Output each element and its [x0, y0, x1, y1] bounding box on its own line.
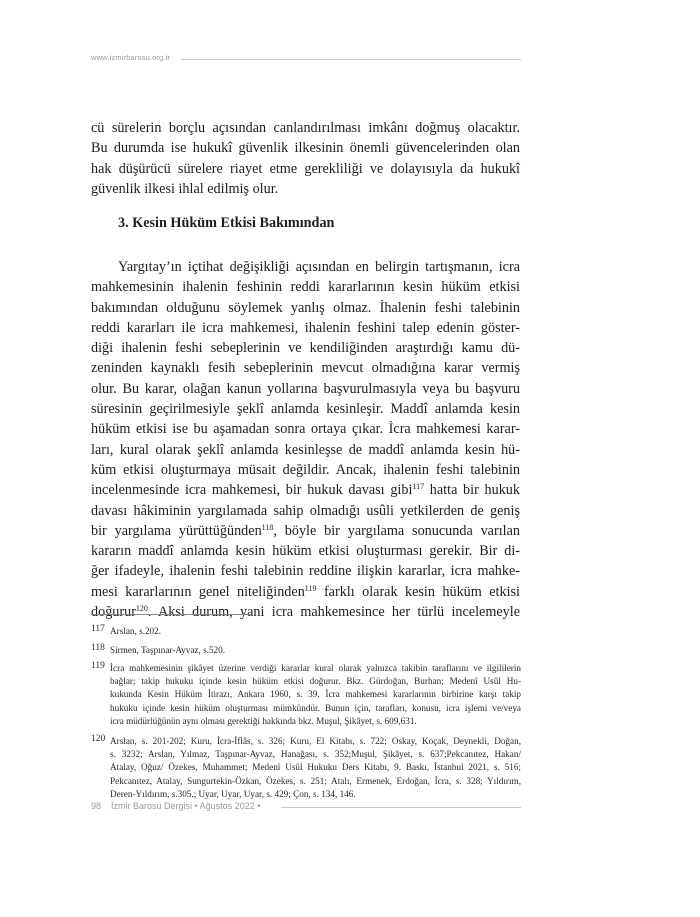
footnote-number: 117	[91, 624, 105, 634]
text-segment: Aksi durum, yani icra mahkemesince her türlü incelemeyle	[158, 604, 520, 621]
page-footer	[91, 801, 521, 815]
footnote-line: bağlar; takip hukuku içinde kesin hüküm etkisi doğurur. Bkz. Gürdoğan, Burhan; Medenî Usûl Hu-	[110, 676, 521, 687]
text-segment: farklı olarak kesin hüküm etkisi	[316, 583, 520, 600]
page-header	[91, 53, 521, 67]
text-line: mahkemesinin ihalenin feshinin reddi kararlarının kesin hüküm etkisi	[91, 279, 520, 296]
text-line: güvenlik ilkesi ihlal edilmiş olur.	[91, 180, 279, 197]
body-paragraph-1	[91, 118, 520, 199]
text-line: Yargıtay’ın içtihat değişikliği açısından en belirgin tartışmanın, icra	[118, 259, 520, 275]
text-line: küm etkisi oluşturmaya müsait değildir. Ancak, ihalenin feshi talebinin	[91, 461, 520, 478]
page-number: 98	[91, 801, 102, 811]
text-line: süresinin geçirilmesiyle şeklî anlamda kesinleşir. Maddî anlamda kesin	[91, 401, 520, 418]
footnote-line: Sirmen, Taşpınar-Ayvaz, s.520.	[110, 645, 226, 655]
header-rule	[181, 59, 521, 60]
text-line	[91, 480, 520, 500]
journal-title: İzmir Barosu Dergisi • Ağustos 2022 •	[111, 801, 261, 811]
text-segment: hatta bir hukuk	[424, 482, 520, 499]
footnote-separator	[91, 614, 251, 615]
text-line: ları, kural olarak şeklî anlamda kesinleşse de maddî anlamda kesin hü-	[91, 441, 520, 458]
text-line	[91, 521, 520, 541]
footnote-ref-120[interactable]: 120	[135, 604, 148, 614]
text-segment: incelenmesinde icra mahkemesi, bir hukuk davası gibi	[91, 482, 413, 499]
text-line: olur. Bu karar, olağan kanun yollarına başvurulmasıyla veya bu başvuru	[91, 380, 520, 397]
text-line	[91, 582, 520, 602]
footnote-line: icra müdürlüğünün aynı olması gerektiği hakkında bkz. Muşul, Şikâyet, s. 609,631.	[110, 715, 417, 726]
footnote-line: Arslan, s.202.	[110, 626, 162, 636]
footnote-line: hukuku içinde kesin hüküm oluşturması mümkündür. Bunun için, tarafları, konusu, icra işlemi ve/veya	[110, 702, 521, 713]
text-line: hüküm etkisi ise bu aşamadan sonra ortaya çıkar. İcra mahkemesi karar-	[91, 421, 520, 438]
footnote-number: 119	[91, 661, 105, 671]
footnote-line: İcra mahkemesinin şikâyet üzerine verdiği kararlar kural olarak yalnızca takibin taraflarını ve ilgililerin	[110, 663, 521, 673]
footnote-line: Atalay, Oğuz/ Özekes, Muhammet; Medenî Usûl Hukuku Ders Kitabı, 9. Baskı, İstanbul 2021, s. 516;	[110, 762, 521, 773]
footnote-line: Arslan, s. 201-202; Kuru, İcra-İflâs, s. 326; Kuru, El Kitabı, s. 722; Oskay, Koçak, Deynekli, Doğan,	[110, 736, 521, 746]
text-segment: bir yargılama yürüttüğünden	[91, 522, 262, 539]
text-line	[91, 602, 520, 622]
footnote-number: 120	[91, 734, 106, 744]
footnote-ref-118[interactable]: 118	[261, 522, 274, 532]
text-line: reddi kararları ile icra mahkemesi, ihalenin feshini talep edenin göster-	[91, 319, 520, 336]
text-line: bakımından olduğunu söylemek yanlış olmaz. İhalenin feshi talebinin	[91, 299, 520, 316]
footnote-line: kukunda Kesin Hüküm İtirazı, Ankara 1960, s. 39. İcra mahkemesi kararlarının birbirine karşı takip	[110, 689, 521, 700]
footnote-number: 118	[91, 643, 105, 653]
section-heading: 3. Kesin Hüküm Etkisi Bakımından	[118, 215, 335, 231]
header-url: www.izmirbarosu.org.tr	[91, 53, 171, 62]
footnote-text	[110, 625, 521, 638]
footnote-text	[110, 735, 521, 801]
text-segment: .	[147, 604, 158, 621]
text-line: ğer ifadeyle, ihalenin feshi talebinin reddine ilişkin kararlar, icra mahke-	[91, 563, 520, 580]
text-segment: mesi kararlarının genel niteliğinden	[91, 583, 305, 600]
footnote-line: Deren-Yıldırım, s.305.; Uyar, Uyar, Uyar, s. 429; Çon, s. 134, 146.	[110, 788, 356, 799]
body-paragraph-2	[91, 257, 520, 622]
footnote-ref-117[interactable]: 117	[412, 482, 425, 492]
text-line: kararın maddî anlamda kesin hüküm etkisi oluşturması gerekir. Bir di-	[91, 543, 520, 560]
footnote-line: s. 3232; Arslan, Yılmaz, Taşpınar-Ayvaz, Hanağası, s. 352;Muşul, Şikâyet, s. 637;Pekcanıtez, Hakan/	[110, 749, 521, 760]
text-line: hak düşürücü sürelere riayet etme gerekliliği ve dolayısıyla da hukukî	[91, 160, 520, 177]
text-line: zeninden kaynaklı fesih sebeplerinin mevcut olmadığına karar vermiş	[91, 360, 520, 377]
footnote-ref-119[interactable]: 119	[304, 583, 317, 593]
text-line: Bu durumda ise hukukî güvenlik ilkesinin önemli güvencelerinden olan	[91, 140, 520, 157]
text-line: davası hâkiminin yargılamada sahip olmadığı usûli yetkilerden de geniş	[91, 502, 520, 519]
text-segment: , böyle bir yargılama sonucunda varılan	[273, 522, 520, 539]
text-segment: doğurur	[91, 604, 136, 621]
footnote-text	[110, 644, 521, 657]
footnote-text	[110, 662, 521, 728]
footer-rule	[281, 807, 521, 808]
text-line: cü sürelerin borçlu açısından canlandırılması imkânı doğmuş olacaktır.	[91, 120, 520, 136]
text-line: diği ihalenin feshi sebeplerinin ve kendiliğinden araştırdığı kamu dü-	[91, 340, 520, 357]
footnote-line: Pekcanıtez, Atalay, Sungurtekin-Özkan, Özekes, s. 251; Atalı, Ermenek, Erdoğan, İcra, s. 328; Yıldırım,	[110, 775, 521, 786]
